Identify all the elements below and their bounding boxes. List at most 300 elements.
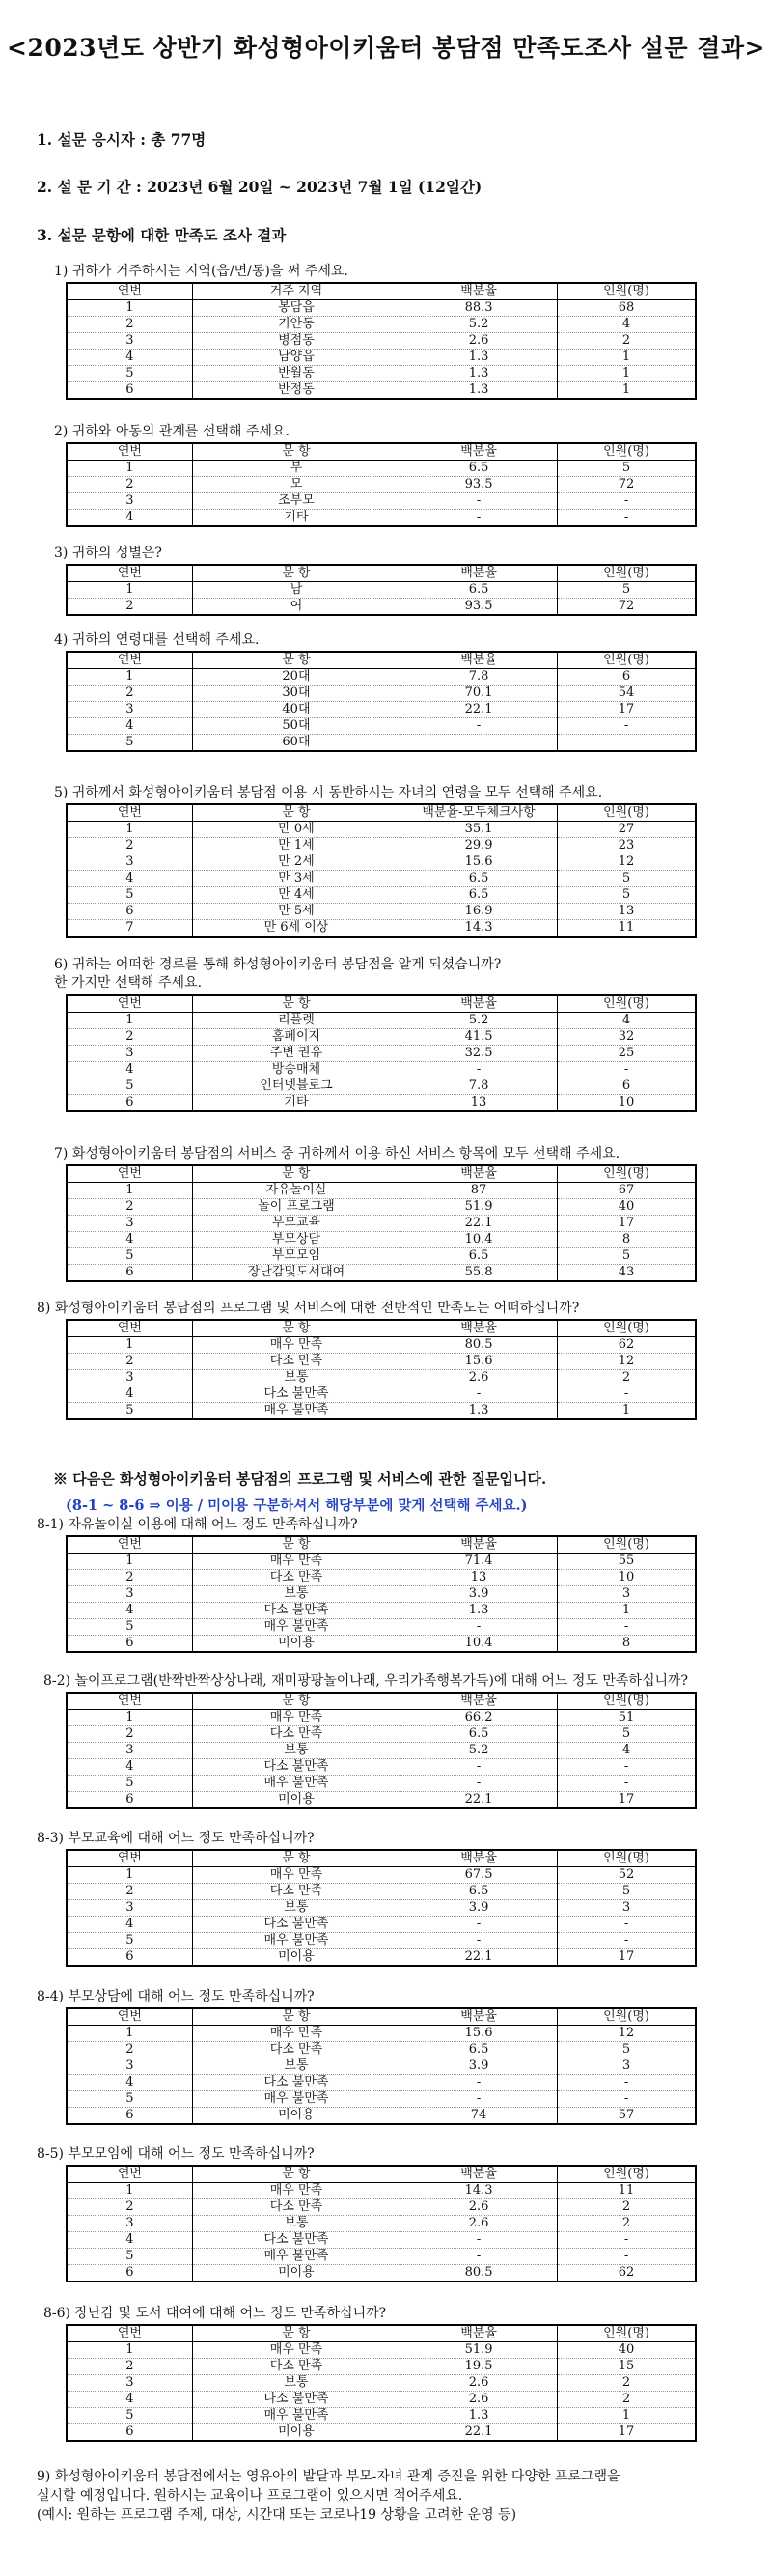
- table-cell: 매우 만족: [192, 1867, 400, 1884]
- table-cell: 80.5: [400, 1337, 558, 1354]
- table-row: [67, 1792, 696, 1809]
- table-cell: -: [400, 2091, 558, 2108]
- table-cell: 만 6세 이상: [192, 920, 400, 938]
- survey-period: 2. 설 문 기 간 : 2023년 6월 20일 ~ 2023년 7월 1일 (12일간): [37, 178, 482, 196]
- question-text: 3) 귀하의 성별은?: [54, 546, 162, 561]
- column-header: 연번: [117, 2009, 142, 2024]
- table-cell: 3: [125, 2216, 134, 2230]
- table-row: [67, 1867, 696, 1884]
- table-cell: 5: [125, 735, 134, 749]
- result-table: [66, 2165, 697, 2282]
- table-cell: 반정동: [192, 382, 400, 400]
- table-cell: 6: [125, 1949, 134, 1964]
- column-header: 문 항: [192, 804, 400, 822]
- table-cell: -: [400, 510, 558, 527]
- table-cell: 미이용: [192, 1949, 400, 1967]
- question-text: 2) 귀하와 아동의 관계를 선택해 주세요.: [54, 424, 290, 439]
- table-cell: 보통: [192, 1370, 400, 1386]
- column-header: 연번: [117, 284, 142, 298]
- table-cell: 미이용: [192, 2108, 400, 2125]
- table-cell: 방송매체: [192, 1062, 400, 1078]
- table-row: [67, 2042, 696, 2058]
- question-text: 8-5) 부모모임에 대해 어느 정도 만족하십니까?: [37, 2146, 315, 2162]
- table-cell: 2.6: [400, 2375, 558, 2392]
- table-cell: 15.6: [400, 2026, 558, 2042]
- table-cell: 2: [125, 317, 134, 331]
- table-cell: 6.5: [400, 1248, 558, 1265]
- table-cell: 6.5: [400, 887, 558, 904]
- table-cell: 25: [558, 1046, 696, 1062]
- table-cell: 4: [125, 1386, 134, 1401]
- table-cell: -: [400, 1776, 558, 1792]
- table-cell: 4: [125, 350, 134, 364]
- table-cell: 다소 불만족: [192, 2075, 400, 2091]
- table-cell: 2: [125, 2042, 134, 2057]
- column-header: 백분율: [400, 565, 558, 582]
- table-cell: 55.8: [400, 1265, 558, 1282]
- question-text: 8) 화성형아이키움터 봉담점의 프로그램 및 서비스에 대한 전반적인 만족도는 어떠하십니까?: [37, 1301, 580, 1316]
- table-cell: 부모교육: [192, 1216, 400, 1232]
- table-cell: 8: [558, 1636, 696, 1653]
- table-cell: -: [558, 1776, 696, 1792]
- table-cell: 미이용: [192, 2424, 400, 2442]
- table-row: [67, 1949, 696, 1967]
- table-cell: -: [400, 1759, 558, 1776]
- column-header: 인원(명): [558, 2325, 696, 2342]
- table-row: [67, 2058, 696, 2075]
- table-cell: 10: [558, 1095, 696, 1112]
- question-text: 1) 귀하가 거주하시는 지역(읍/면/동)을 써 주세요.: [54, 264, 348, 279]
- table-header-row: [67, 443, 696, 461]
- table-cell: -: [400, 1062, 558, 1078]
- table-cell: -: [558, 1619, 696, 1636]
- table-cell: 1.3: [400, 382, 558, 400]
- table-cell: 93.5: [400, 599, 558, 616]
- table-row: [67, 822, 696, 838]
- column-header: 백분율: [400, 443, 558, 461]
- table-cell: 22.1: [400, 2424, 558, 2442]
- table-cell: 5: [558, 2042, 696, 2058]
- table-row: [67, 920, 696, 938]
- table-cell: 4: [125, 718, 134, 733]
- table-row: [67, 382, 696, 400]
- q9-line-2: 실시할 예정입니다. 원하시는 교육이나 프로그램이 있으시면 적어주세요.: [37, 2488, 463, 2504]
- q9-line-3: (예시: 원하는 프로그램 주제, 대상, 시간대 또는 코로나19 상황을 고려한 운영 등): [37, 2507, 517, 2523]
- table-cell: 40: [558, 1199, 696, 1216]
- table-cell: 5: [558, 871, 696, 887]
- table-cell: 1.3: [400, 2408, 558, 2424]
- table-cell: -: [400, 1386, 558, 1403]
- table-cell: 32: [558, 1029, 696, 1046]
- table-cell: 8: [558, 1232, 696, 1248]
- table-cell: 5: [125, 1248, 134, 1263]
- column-header: 문 항: [192, 1536, 400, 1554]
- table-cell: 1: [125, 2183, 134, 2198]
- table-cell: 3: [125, 1046, 134, 1060]
- table-header-row: [67, 565, 696, 582]
- table-cell: 4: [125, 1603, 134, 1617]
- table-row: [67, 2424, 696, 2442]
- table-cell: 주변 권유: [192, 1046, 400, 1062]
- table-cell: 72: [558, 477, 696, 493]
- table-row: [67, 904, 696, 920]
- table-cell: 2.6: [400, 333, 558, 350]
- table-row: [67, 2108, 696, 2125]
- table-cell: 3: [125, 1900, 134, 1915]
- column-header: 백분율: [400, 2166, 558, 2183]
- question-text: 5) 귀하께서 화성형아이키움터 봉담점 이용 시 동반하시는 자녀의 연령을 모두 선택해 주세요.: [54, 785, 603, 800]
- table-row: [67, 669, 696, 686]
- table-cell: 3: [125, 1743, 134, 1757]
- table-row: [67, 1062, 696, 1078]
- column-header: 인원(명): [558, 995, 696, 1013]
- table-cell: 2: [125, 2359, 134, 2373]
- table-cell: -: [400, 735, 558, 752]
- table-cell: 6: [125, 1636, 134, 1650]
- table-cell: 3: [125, 702, 134, 716]
- column-header: 인원(명): [558, 2166, 696, 2183]
- table-cell: 2.6: [400, 2216, 558, 2232]
- table-cell: 23: [558, 838, 696, 854]
- table-cell: 6: [125, 904, 134, 918]
- table-cell: 6: [125, 1792, 134, 1806]
- table-cell: 남: [192, 582, 400, 599]
- table-cell: 6: [125, 1265, 134, 1279]
- table-cell: 1: [125, 1710, 134, 1724]
- section-heading: 3. 설문 문항에 대한 만족도 조사 결과: [37, 226, 287, 244]
- column-header: 인원(명): [558, 1536, 696, 1554]
- table-row: [67, 1726, 696, 1743]
- table-cell: -: [558, 2075, 696, 2091]
- table-cell: 2: [125, 1726, 134, 1741]
- table-cell: 만 1세: [192, 838, 400, 854]
- result-table: [66, 1164, 697, 1282]
- respondents-info: 1. 설문 응시자 : 총 77명: [37, 130, 207, 149]
- table-cell: 93.5: [400, 477, 558, 493]
- notice-line: ※ 다음은 화성형아이키움터 봉담점의 프로그램 및 서비스에 관한 질문입니다.: [53, 1470, 547, 1488]
- table-row: [67, 2392, 696, 2408]
- table-cell: 15: [558, 2359, 696, 2375]
- table-cell: 3.9: [400, 2058, 558, 2075]
- result-table: [66, 1849, 697, 1967]
- table-cell: 5: [558, 1884, 696, 1900]
- table-cell: 16.9: [400, 904, 558, 920]
- table-row: [67, 702, 696, 718]
- table-cell: 만 2세: [192, 854, 400, 871]
- table-cell: 5: [558, 582, 696, 599]
- table-cell: 40: [558, 2342, 696, 2359]
- table-row: [67, 1636, 696, 1653]
- table-cell: 74: [400, 2108, 558, 2125]
- table-cell: 매우 만족: [192, 2342, 400, 2359]
- table-cell: 17: [558, 1792, 696, 1809]
- table-header-row: [67, 804, 696, 822]
- result-table: [66, 994, 697, 1112]
- table-cell: 기타: [192, 1095, 400, 1112]
- result-table: [66, 282, 697, 400]
- table-cell: 병점동: [192, 333, 400, 350]
- result-table: [66, 442, 697, 527]
- notice-instruction: (8-1 ~ 8-6 ⇒ 이용 / 미이용 구분하셔서 해당부분에 맞게 선택해 주세요.): [66, 1498, 528, 1514]
- column-header: 연번: [117, 2326, 142, 2340]
- column-header: 백분율: [400, 1536, 558, 1554]
- table-cell: 2: [125, 1354, 134, 1368]
- table-header-row: [67, 1536, 696, 1554]
- table-cell: -: [558, 2091, 696, 2108]
- table-cell: 66.2: [400, 1710, 558, 1726]
- table-cell: 51.9: [400, 1199, 558, 1216]
- table-cell: 13: [400, 1570, 558, 1586]
- question-text: 8-4) 부모상담에 대해 어느 정도 만족하십니까?: [37, 1989, 315, 2004]
- table-cell: 만 3세: [192, 871, 400, 887]
- table-cell: 40대: [192, 702, 400, 718]
- table-cell: -: [400, 493, 558, 510]
- table-row: [67, 1183, 696, 1199]
- table-cell: 2.6: [400, 1370, 558, 1386]
- table-cell: 3: [125, 2058, 134, 2073]
- table-cell: 1: [558, 1403, 696, 1420]
- table-row: [67, 2408, 696, 2424]
- table-cell: 미이용: [192, 1636, 400, 1653]
- table-cell: 2.6: [400, 2199, 558, 2216]
- table-cell: 3: [558, 1586, 696, 1603]
- table-cell: 6: [125, 2265, 134, 2280]
- question-text: 8-1) 자유놀이실 이용에 대해 어느 정도 만족하십니까?: [37, 1517, 358, 1532]
- table-cell: 22.1: [400, 1792, 558, 1809]
- table-cell: 3: [125, 493, 134, 508]
- table-cell: 1: [125, 822, 134, 836]
- column-header: 문 항: [192, 1850, 400, 1867]
- column-header: 연번: [117, 1166, 142, 1181]
- table-cell: 반월동: [192, 366, 400, 382]
- table-row: [67, 2359, 696, 2375]
- column-header: 인원(명): [558, 443, 696, 461]
- table-cell: 5: [558, 887, 696, 904]
- column-header: 연번: [117, 1321, 142, 1335]
- table-cell: 4: [125, 1917, 134, 1931]
- column-header: 인원(명): [558, 1165, 696, 1183]
- table-cell: 2: [558, 1370, 696, 1386]
- table-cell: 17: [558, 2424, 696, 2442]
- table-row: [67, 1554, 696, 1570]
- table-cell: 2: [125, 477, 134, 491]
- column-header: 백분율: [400, 283, 558, 300]
- table-cell: 87: [400, 1183, 558, 1199]
- table-cell: 인터넷블로그: [192, 1078, 400, 1095]
- table-header-row: [67, 652, 696, 669]
- column-header: 문 항: [192, 2008, 400, 2026]
- column-header: 연번: [117, 566, 142, 580]
- table-cell: 다소 불만족: [192, 1759, 400, 1776]
- table-cell: -: [400, 1933, 558, 1949]
- column-header: 백분율: [400, 2325, 558, 2342]
- table-cell: 1: [125, 461, 134, 475]
- question-text: 8-3) 부모교육에 대해 어느 정도 만족하십니까?: [37, 1831, 315, 1846]
- table-cell: 4: [558, 1013, 696, 1029]
- table-cell: 1: [558, 2408, 696, 2424]
- table-cell: 보통: [192, 1900, 400, 1917]
- table-cell: 1.3: [400, 1403, 558, 1420]
- table-row: [67, 1029, 696, 1046]
- table-cell: 22.1: [400, 1949, 558, 1967]
- table-cell: 매우 만족: [192, 1710, 400, 1726]
- table-cell: -: [558, 510, 696, 527]
- table-row: [67, 1884, 696, 1900]
- table-cell: 7: [125, 920, 134, 935]
- table-cell: 자유놀이실: [192, 1183, 400, 1199]
- table-cell: -: [558, 2249, 696, 2265]
- table-row: [67, 1078, 696, 1095]
- table-cell: 80.5: [400, 2265, 558, 2282]
- table-cell: 20대: [192, 669, 400, 686]
- table-cell: 10: [558, 1570, 696, 1586]
- result-table: [66, 1692, 697, 1809]
- table-cell: 기안동: [192, 317, 400, 333]
- column-header: 인원(명): [558, 652, 696, 669]
- column-header: 문 항: [192, 652, 400, 669]
- table-row: [67, 317, 696, 333]
- table-cell: 22.1: [400, 1216, 558, 1232]
- table-cell: 67.5: [400, 1867, 558, 1884]
- column-header: 연번: [117, 2167, 142, 2181]
- table-cell: 1.3: [400, 350, 558, 366]
- q9-line-1: 9) 화성형아이키움터 봉담점에서는 영유아의 발달과 부모-자녀 관계 증진을 위한 다양한 프로그램을: [37, 2469, 620, 2484]
- table-cell: -: [558, 1917, 696, 1933]
- table-row: [67, 477, 696, 493]
- column-header: 인원(명): [558, 1320, 696, 1337]
- table-cell: 다소 불만족: [192, 2232, 400, 2249]
- table-cell: -: [558, 718, 696, 735]
- column-header: 백분율: [400, 1693, 558, 1710]
- table-cell: 10.4: [400, 1232, 558, 1248]
- table-row: [67, 1776, 696, 1792]
- table-row: [67, 1710, 696, 1726]
- table-cell: 2: [558, 333, 696, 350]
- table-cell: 4: [125, 510, 134, 524]
- table-cell: 5.2: [400, 317, 558, 333]
- table-cell: 2: [125, 686, 134, 700]
- table-row: [67, 599, 696, 616]
- column-header: 인원(명): [558, 2008, 696, 2026]
- table-cell: -: [400, 2075, 558, 2091]
- table-cell: 10.4: [400, 1636, 558, 1653]
- table-cell: 62: [558, 1337, 696, 1354]
- table-cell: 3: [125, 854, 134, 869]
- table-cell: 4: [125, 2392, 134, 2406]
- table-row: [67, 1586, 696, 1603]
- table-cell: 6: [558, 1078, 696, 1095]
- table-cell: 장난감및도서대여: [192, 1265, 400, 1282]
- table-cell: 다소 만족: [192, 2199, 400, 2216]
- table-cell: 2.6: [400, 2392, 558, 2408]
- table-cell: 부모상담: [192, 1232, 400, 1248]
- question-text: 8-2) 놀이프로그램(반짝반짝상상나래, 재미팡팡놀이나래, 우리가족행복가득)에 대해 어느 정도 만족하십니까?: [43, 1673, 689, 1689]
- table-row: [67, 582, 696, 599]
- table-cell: 다소 만족: [192, 2042, 400, 2058]
- column-header: 문 항: [192, 2325, 400, 2342]
- table-cell: 6.5: [400, 871, 558, 887]
- table-row: [67, 493, 696, 510]
- table-cell: 54: [558, 686, 696, 702]
- table-cell: 봉담읍: [192, 300, 400, 317]
- table-cell: 만 4세: [192, 887, 400, 904]
- table-cell: 1: [558, 382, 696, 400]
- result-table: [66, 2324, 697, 2442]
- table-cell: 조부모: [192, 493, 400, 510]
- table-cell: -: [400, 1917, 558, 1933]
- table-cell: 4: [125, 871, 134, 885]
- table-cell: 3.9: [400, 1586, 558, 1603]
- table-cell: 보통: [192, 2058, 400, 2075]
- table-cell: 5: [125, 1403, 134, 1417]
- table-cell: 22.1: [400, 702, 558, 718]
- table-row: [67, 2265, 696, 2282]
- table-cell: 6.5: [400, 2042, 558, 2058]
- table-row: [67, 1759, 696, 1776]
- table-cell: 7.8: [400, 669, 558, 686]
- table-row: [67, 2216, 696, 2232]
- table-cell: 여: [192, 599, 400, 616]
- table-cell: 보통: [192, 1586, 400, 1603]
- column-header: 백분율: [400, 995, 558, 1013]
- table-cell: 1: [125, 2026, 134, 2040]
- column-header: 연번: [117, 444, 142, 459]
- table-row: [67, 510, 696, 527]
- column-header: 연번: [117, 1851, 142, 1865]
- table-row: [67, 1370, 696, 1386]
- table-cell: 13: [558, 904, 696, 920]
- column-header: 문 항: [192, 2166, 400, 2183]
- table-row: [67, 1046, 696, 1062]
- table-row: [67, 1933, 696, 1949]
- table-row: [67, 735, 696, 752]
- table-cell: 만 5세: [192, 904, 400, 920]
- result-table: [66, 803, 697, 938]
- question-text: 7) 화성형아이키움터 봉담점의 서비스 중 귀하께서 이용 하신 서비스 항목에 모두 선택해 주세요.: [54, 1146, 620, 1162]
- table-cell: 1: [125, 1337, 134, 1352]
- table-cell: 13: [400, 1095, 558, 1112]
- table-row: [67, 2375, 696, 2392]
- column-header: 연번: [117, 805, 142, 820]
- table-cell: -: [558, 1386, 696, 1403]
- table-cell: 다소 불만족: [192, 1603, 400, 1619]
- table-cell: 3: [125, 1586, 134, 1601]
- table-cell: 5: [125, 1078, 134, 1093]
- table-cell: 19.5: [400, 2359, 558, 2375]
- table-cell: 15.6: [400, 854, 558, 871]
- table-row: [67, 461, 696, 477]
- table-cell: -: [558, 1062, 696, 1078]
- table-cell: 기타: [192, 510, 400, 527]
- table-row: [67, 350, 696, 366]
- table-cell: 다소 만족: [192, 1354, 400, 1370]
- table-cell: 2: [125, 2199, 134, 2214]
- table-cell: 다소 만족: [192, 1884, 400, 1900]
- table-cell: 4: [125, 2075, 134, 2089]
- table-header-row: [67, 1165, 696, 1183]
- table-cell: 3: [558, 2058, 696, 2075]
- page-title: <2023년도 상반기 화성형아이키움터 봉담점 만족도조사 설문 결과>: [7, 34, 765, 62]
- table-cell: 3: [125, 1216, 134, 1230]
- table-cell: 5: [558, 461, 696, 477]
- table-row: [67, 2075, 696, 2091]
- table-cell: 매우 불만족: [192, 2091, 400, 2108]
- table-cell: 6.5: [400, 582, 558, 599]
- table-cell: 만 0세: [192, 822, 400, 838]
- table-cell: 2: [125, 1029, 134, 1044]
- table-cell: 매우 불만족: [192, 1403, 400, 1420]
- table-cell: 4: [125, 2232, 134, 2247]
